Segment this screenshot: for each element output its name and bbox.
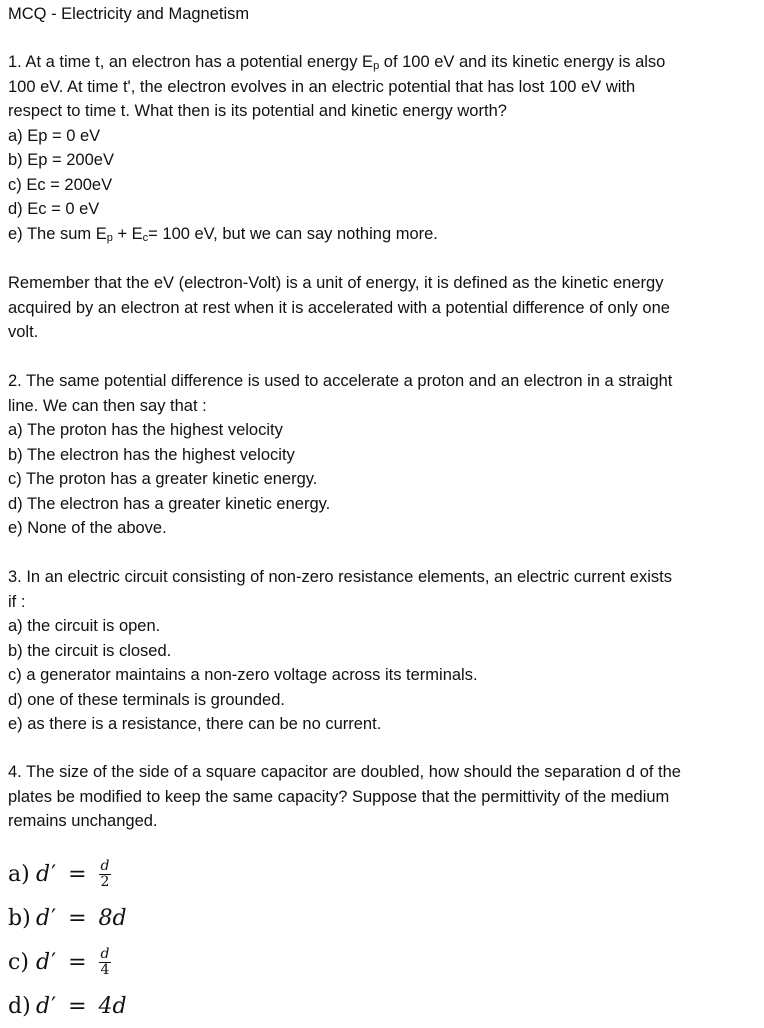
q1-stem-text-end: of 100 eV and its kinetic energy is also bbox=[379, 53, 666, 71]
note-paragraph bbox=[8, 271, 758, 345]
q1-stem-line-2: 100 eV. At time t', the electron evolves in an electric potential that has lost 100 eV with bbox=[8, 77, 636, 96]
question-3 bbox=[8, 565, 758, 737]
q4-var-d: d bbox=[36, 905, 51, 931]
q1-e-sub-c: c bbox=[142, 231, 149, 244]
q3-stem-line-1: 3. In an electric circuit consisting of non-zero resistance elements, an electric current exists bbox=[8, 568, 672, 586]
q4-var-d: d bbox=[36, 949, 51, 975]
q4-equals: = bbox=[68, 861, 87, 887]
note-line-2: acquired by an electron at rest when it is accelerated with a potential difference of only one bbox=[8, 298, 670, 317]
q1-e-text: e) The sum E bbox=[8, 224, 107, 243]
q4-var-d: d bbox=[36, 993, 51, 1019]
q1-stem-line-1 bbox=[8, 50, 758, 75]
q4-prime: ′ bbox=[51, 993, 57, 1019]
q4-option-c-label: c) bbox=[8, 949, 29, 975]
q1-option-d: d) Ec = 0 eV bbox=[8, 200, 100, 218]
fraction-denominator: 2 bbox=[100, 873, 110, 890]
q2-option-d: d) The electron has a greater kinetic energy. bbox=[8, 494, 331, 513]
q4-prime: ′ bbox=[51, 861, 57, 887]
note-line-3: volt. bbox=[8, 323, 39, 341]
q4-equals: = bbox=[68, 905, 87, 931]
q3-option-d: d) one of these terminals is grounded. bbox=[8, 690, 285, 709]
q1-e-sub-p: p bbox=[106, 231, 113, 244]
question-4 bbox=[8, 760, 758, 834]
q2-option-b: b) The electron has the highest velocity bbox=[8, 445, 295, 464]
q3-option-b: b) the circuit is closed. bbox=[8, 641, 172, 660]
q3-option-c: c) a generator maintains a non-zero voltage across its terminals. bbox=[8, 666, 478, 684]
q2-option-e: e) None of the above. bbox=[8, 519, 167, 537]
q2-option-c: c) The proton has a greater kinetic energy. bbox=[8, 470, 318, 488]
q4-option-a-fraction bbox=[99, 859, 112, 890]
q2-stem-line-2: line. We can then say that : bbox=[8, 396, 207, 415]
q4-option-d-value: 4d bbox=[98, 993, 127, 1019]
q4-stem-line-1: 4. The size of the side of a square capacitor are doubled, how should the separation d of the bbox=[8, 763, 681, 781]
q4-option-b-value: 8d bbox=[98, 905, 127, 931]
q1-sub-p: p bbox=[373, 60, 380, 72]
q4-equals: = bbox=[68, 993, 87, 1019]
q1-e-plus: + E bbox=[112, 224, 143, 243]
q3-stem-line-2: if : bbox=[8, 592, 26, 611]
question-1 bbox=[8, 50, 758, 246]
q4-option-d bbox=[8, 984, 127, 1028]
q4-stem-line-3: remains unchanged. bbox=[8, 812, 158, 830]
q1-option-b: b) Ep = 200eV bbox=[8, 151, 114, 169]
q4-equals: = bbox=[68, 949, 87, 975]
q4-var-d: d bbox=[36, 861, 51, 887]
q4-prime: ′ bbox=[51, 949, 57, 975]
q1-stem-text: 1. At a time t, an electron has a potential energy E bbox=[8, 53, 374, 71]
q1-option-a: a) Ep = 0 eV bbox=[8, 126, 101, 145]
q4-option-c bbox=[8, 940, 127, 984]
q4-option-b bbox=[8, 896, 127, 940]
q3-option-a: a) the circuit is open. bbox=[8, 617, 161, 635]
q4-option-b-label: b) bbox=[8, 905, 31, 931]
q4-option-d-label: d) bbox=[8, 993, 31, 1019]
q1-option-c: c) Ec = 200eV bbox=[8, 175, 113, 194]
page-title: MCQ - Electricity and Magnetism bbox=[8, 5, 250, 23]
q4-option-c-fraction bbox=[99, 947, 112, 978]
note-line-1: Remember that the eV (electron-Volt) is a unit of energy, it is defined as the kinetic energy bbox=[8, 274, 664, 292]
fraction-numerator: d bbox=[100, 945, 110, 962]
q4-option-a-label: a) bbox=[8, 861, 30, 887]
q3-option-e: e) as there is a resistance, there can be no current. bbox=[8, 715, 382, 733]
q1-option-e bbox=[8, 222, 758, 247]
fraction-numerator: d bbox=[100, 857, 110, 874]
q4-option-a bbox=[8, 852, 127, 896]
q4-prime: ′ bbox=[51, 905, 57, 931]
q2-stem-line-1: 2. The same potential difference is used to accelerate a proton and an electron in a straight bbox=[8, 372, 673, 390]
q2-option-a: a) The proton has the highest velocity bbox=[8, 421, 283, 439]
q1-stem-line-3: respect to time t. What then is its potential and kinetic energy worth? bbox=[8, 102, 507, 120]
q1-e-text-end: = 100 eV, but we can say nothing more. bbox=[148, 224, 438, 243]
q4-stem-line-2: plates be modified to keep the same capacity? Suppose that the permittivity of the medium bbox=[8, 787, 670, 806]
question-2 bbox=[8, 369, 758, 541]
fraction-denominator: 4 bbox=[100, 961, 110, 978]
q4-math-options bbox=[8, 852, 127, 1028]
